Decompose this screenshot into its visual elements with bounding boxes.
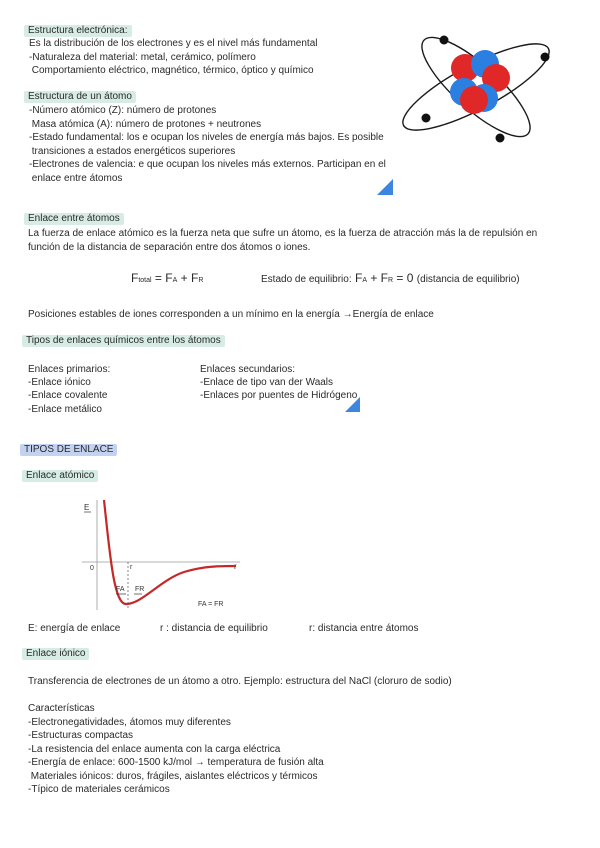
energy-distance-graph	[80, 496, 250, 614]
equation-total-force: Ftotal = FA + FR	[131, 271, 204, 285]
nucleus	[450, 50, 510, 114]
equation-equilibrium: Estado de equilibrio: FA + FR = 0 (distancia de equilibrio)	[261, 271, 520, 285]
atom-illustration	[388, 20, 568, 150]
text-line: Es la distribución de los electrones y es el nivel más fundamental	[29, 38, 318, 49]
list-item: -Enlace covalente	[28, 390, 108, 401]
list-item: -Enlaces por puentes de Hidrógeno	[200, 390, 358, 401]
legend-distance: r: distancia entre átomos	[309, 623, 419, 634]
heading-enlace-atomico: Enlace atómico	[22, 470, 98, 482]
electron	[440, 36, 449, 45]
text-line: -Naturaleza del material: metal, cerámico, polímero	[29, 52, 256, 63]
page-corner-marker	[345, 397, 360, 412]
list-item: -Electronegatividades, átomos muy diferentes	[28, 717, 231, 728]
electron	[422, 114, 431, 123]
legend-equilibrium: r : distancia de equilibrio	[160, 623, 268, 634]
fr-label: FR	[135, 586, 145, 593]
list-item: Materiales iónicos: duros, frágiles, aislantes eléctricos y térmicos	[28, 771, 318, 782]
origin-label: 0	[90, 565, 94, 572]
text-line: transiciones a estados energéticos superiores	[29, 146, 236, 157]
list-item: -Estructuras compactas	[28, 730, 134, 741]
legend-energy: E: energía de enlace	[28, 623, 121, 634]
text-line: función de la distancia de separación entre dos átomos o iones.	[28, 242, 311, 253]
characteristics-title: Características	[28, 703, 95, 714]
list-item: -La resistencia del enlace aumenta con la carga eléctrica	[28, 744, 281, 755]
heading-tipos-enlaces: Tipos de enlaces químicos entre los átomos	[22, 335, 225, 347]
text-line: -Número atómico (Z): número de protones	[29, 105, 217, 116]
text-line: -Electrones de valencia: e que ocupan los niveles más externos. Participan en el	[29, 159, 386, 170]
electron	[541, 53, 550, 62]
heading-enlace-entre-atomos: Enlace entre átomos	[24, 213, 124, 225]
stable-positions-line: Posiciones estables de iones corresponden a un mínimo en la energía →Energía de enlace	[28, 309, 434, 320]
list-item: -Enlace de tipo van der Waals	[200, 377, 334, 388]
text-line: La fuerza de enlace atómico es la fuerza neta que sufre un átomo, es la fuerza de atracción más la de repulsión en	[28, 228, 538, 239]
heading-tipos-de-enlace: TIPOS DE ENLACE	[20, 444, 117, 456]
heading-estructura-atomo: Estructura de un átomo	[24, 91, 136, 103]
electron	[496, 134, 505, 143]
list-item: -Energía de enlace: 600-1500 kJ/mol → temperatura de fusión alta	[28, 757, 324, 768]
text-line: -Estado fundamental: los e ocupan los niveles de energía más bajos. Es posible	[29, 132, 384, 143]
text-line: Comportamiento eléctrico, magnético, térmico, óptico y químico	[29, 65, 314, 76]
list-item: -Enlace metálico	[28, 404, 102, 415]
text-line: enlace entre átomos	[29, 173, 123, 184]
intro-text: Transferencia de electrones de un átomo a otro. Ejemplo: estructura del NaCl (cloruro de sodio)	[28, 676, 452, 687]
fa-label: FA	[116, 586, 125, 593]
equilibrium-label: r	[130, 564, 133, 571]
page-corner-marker	[377, 179, 393, 195]
heading-estructura-electronica: Estructura electrónica:	[24, 25, 132, 37]
balance-label: FA = FR	[198, 601, 224, 608]
list-item: -Típico de materiales cerámicos	[28, 784, 170, 795]
secondary-title: Enlaces secundarios:	[200, 364, 296, 375]
primary-title: Enlaces primarios:	[28, 364, 111, 375]
heading-enlace-ionico: Enlace iónico	[22, 648, 89, 660]
y-axis-label: E	[84, 503, 90, 512]
text-line: Masa atómica (A): número de protones + neutrones	[29, 119, 262, 130]
x-axis-label: r	[234, 562, 237, 571]
list-item: -Enlace iónico	[28, 377, 91, 388]
